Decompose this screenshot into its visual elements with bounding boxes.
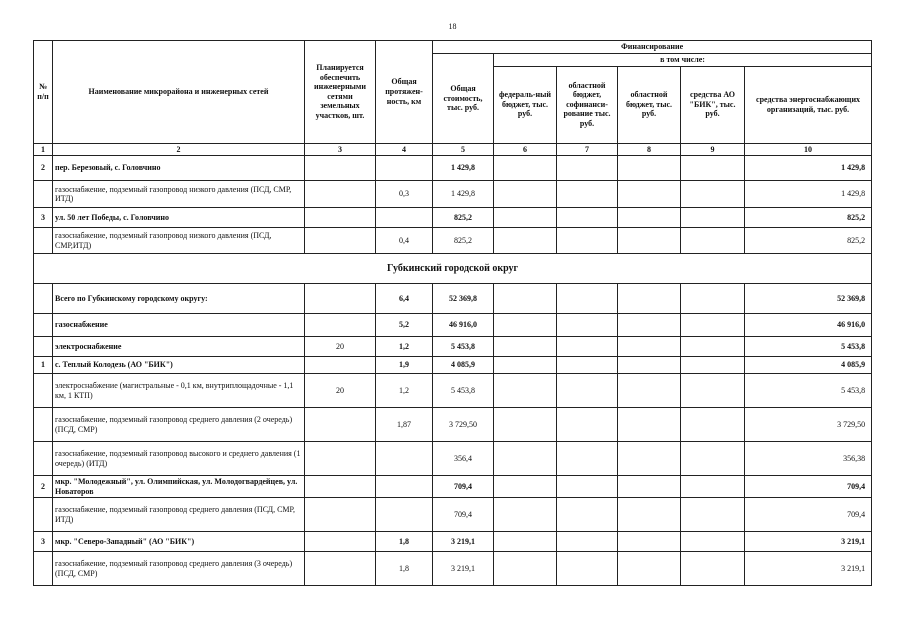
row-energy: 4 085,9: [745, 357, 872, 374]
column-number: 2: [53, 143, 305, 156]
row-bik: [681, 156, 745, 181]
row-planned: [305, 476, 376, 498]
row-total-cost: 709,4: [433, 476, 494, 498]
row-planned: [305, 156, 376, 181]
table-row: [34, 208, 872, 228]
row-planned: 20: [305, 337, 376, 357]
row-regional: [618, 442, 681, 476]
row-regional-cofin: [557, 532, 618, 552]
row-bik: [681, 228, 745, 254]
row-planned: [305, 228, 376, 254]
row-planned: [305, 284, 376, 314]
row-federal: [494, 476, 557, 498]
row-name: мкр. "Молодежный", ул. Олимпийская, ул. Молодогвардейцев, ул. Новаторов: [53, 476, 305, 498]
row-bik: [681, 408, 745, 442]
row-number: 3: [34, 208, 53, 228]
table-row: [34, 532, 872, 552]
row-regional: [618, 408, 681, 442]
row-regional: [618, 476, 681, 498]
header-planned: Планируется обеспечить инженерными сетями земельных участков, шт.: [305, 41, 376, 144]
table-row: [34, 552, 872, 586]
row-planned: [305, 532, 376, 552]
row-length: [376, 498, 433, 532]
row-energy: 3 729,50: [745, 408, 872, 442]
row-regional-cofin: [557, 208, 618, 228]
row-total-cost: 52 369,8: [433, 284, 494, 314]
row-length: [376, 442, 433, 476]
row-number: [34, 442, 53, 476]
header-energy: средства энергоснабжающих организаций, тыс. руб.: [745, 66, 872, 143]
row-name: ул. 50 лет Победы, с. Головчино: [53, 208, 305, 228]
row-regional: [618, 552, 681, 586]
row-length: 1,8: [376, 552, 433, 586]
header-financing: Финансирование: [433, 41, 872, 54]
row-bik: [681, 181, 745, 208]
row-energy: 709,4: [745, 476, 872, 498]
row-name: мкр. "Северо-Западный" (АО "БИК"): [53, 532, 305, 552]
row-regional: [618, 498, 681, 532]
header-regional-cofin: областной бюджет, софинанси-рование тыс. руб.: [557, 66, 618, 143]
row-total-cost: 5 453,8: [433, 337, 494, 357]
row-federal: [494, 208, 557, 228]
column-number: 3: [305, 143, 376, 156]
row-name: газоснабжение, подземный газопровод высокого и среднего давления (1 очередь) (ИТД): [53, 442, 305, 476]
header-federal: федераль-ный бюджет, тыс. руб.: [494, 66, 557, 143]
header-regional: областной бюджет, тыс. руб.: [618, 66, 681, 143]
row-energy: 1 429,8: [745, 181, 872, 208]
row-regional-cofin: [557, 408, 618, 442]
row-length: 1,2: [376, 374, 433, 408]
row-name: газоснабжение, подземный газопровод низкого давления (ПСД, СМР, ИТД): [53, 181, 305, 208]
header-no: № п/п: [34, 41, 53, 144]
row-length: 0,3: [376, 181, 433, 208]
table-row: [34, 374, 872, 408]
row-bik: [681, 314, 745, 337]
row-length: [376, 476, 433, 498]
row-bik: [681, 374, 745, 408]
row-energy: 46 916,0: [745, 314, 872, 337]
row-name: электроснабжение: [53, 337, 305, 357]
header-name: Наименование микрорайона и инженерных сетей: [53, 41, 305, 144]
row-federal: [494, 408, 557, 442]
page-number: 18: [448, 22, 457, 31]
row-name: газоснабжение, подземный газопровод среднего давления (ПСД, СМР, ИТД): [53, 498, 305, 532]
row-regional-cofin: [557, 357, 618, 374]
table-body-bottom: [34, 284, 872, 586]
row-energy: 356,38: [745, 442, 872, 476]
row-length: 0,4: [376, 228, 433, 254]
row-federal: [494, 156, 557, 181]
table-row: [34, 337, 872, 357]
row-number: 3: [34, 532, 53, 552]
row-number: 1: [34, 357, 53, 374]
row-federal: [494, 374, 557, 408]
column-number: 10: [745, 143, 872, 156]
row-energy: 825,2: [745, 228, 872, 254]
row-total-cost: 3 219,1: [433, 552, 494, 586]
column-number: 7: [557, 143, 618, 156]
row-planned: [305, 181, 376, 208]
table-row: [34, 408, 872, 442]
row-total-cost: 356,4: [433, 442, 494, 476]
row-federal: [494, 552, 557, 586]
row-regional: [618, 374, 681, 408]
row-regional: [618, 337, 681, 357]
header-length: Общая протяжен-ность, км: [376, 41, 433, 144]
row-bik: [681, 498, 745, 532]
row-bik: [681, 357, 745, 374]
row-number: [34, 374, 53, 408]
row-total-cost: 5 453,8: [433, 374, 494, 408]
table-row: [34, 314, 872, 337]
row-energy: 52 369,8: [745, 284, 872, 314]
row-total-cost: 3 219,1: [433, 532, 494, 552]
row-regional-cofin: [557, 228, 618, 254]
row-regional-cofin: [557, 284, 618, 314]
row-total-cost: 46 916,0: [433, 314, 494, 337]
row-number: [34, 337, 53, 357]
row-bik: [681, 284, 745, 314]
table-row: [34, 498, 872, 532]
row-regional: [618, 228, 681, 254]
row-planned: [305, 208, 376, 228]
table-row: [34, 156, 872, 181]
table-row: [34, 442, 872, 476]
row-total-cost: 709,4: [433, 498, 494, 532]
row-bik: [681, 337, 745, 357]
row-name: газоснабжение, подземный газопровод среднего давления (2 очередь) (ПСД, СМР): [53, 408, 305, 442]
row-length: 6,4: [376, 284, 433, 314]
row-number: [34, 498, 53, 532]
row-name: электроснабжение (магистральные - 0,1 км, внутриплощадочные - 1,1 км, 1 КТП): [53, 374, 305, 408]
row-regional: [618, 314, 681, 337]
row-regional-cofin: [557, 374, 618, 408]
row-bik: [681, 208, 745, 228]
row-federal: [494, 498, 557, 532]
row-regional: [618, 357, 681, 374]
row-regional: [618, 208, 681, 228]
column-number-row: [34, 143, 872, 156]
row-regional: [618, 532, 681, 552]
row-number: [34, 314, 53, 337]
row-regional-cofin: [557, 156, 618, 181]
row-bik: [681, 552, 745, 586]
row-length: 1,9: [376, 357, 433, 374]
row-length: 1,87: [376, 408, 433, 442]
row-regional-cofin: [557, 337, 618, 357]
row-regional-cofin: [557, 498, 618, 532]
row-total-cost: 825,2: [433, 228, 494, 254]
row-regional-cofin: [557, 181, 618, 208]
table-row: [34, 476, 872, 498]
row-regional-cofin: [557, 442, 618, 476]
table-row: [34, 284, 872, 314]
row-bik: [681, 442, 745, 476]
header-including: в том числе:: [494, 54, 872, 67]
row-federal: [494, 532, 557, 552]
row-name: Всего по Губкинскому городскому округу:: [53, 284, 305, 314]
column-number: 5: [433, 143, 494, 156]
row-number: [34, 284, 53, 314]
table-body-top: [34, 156, 872, 254]
row-length: 5,2: [376, 314, 433, 337]
row-name: газоснабжение: [53, 314, 305, 337]
row-total-cost: 1 429,8: [433, 181, 494, 208]
row-planned: [305, 552, 376, 586]
row-number: [34, 228, 53, 254]
row-federal: [494, 181, 557, 208]
row-bik: [681, 532, 745, 552]
section-row: [34, 254, 872, 284]
row-total-cost: 825,2: [433, 208, 494, 228]
column-number: 6: [494, 143, 557, 156]
row-name: газоснабжение, подземный газопровод среднего давления (3 очередь) (ПСД, СМР): [53, 552, 305, 586]
section-title: Губкинский городской округ: [34, 254, 872, 284]
row-energy: 5 453,8: [745, 337, 872, 357]
row-name: газоснабжение, подземный газопровод низкого давления (ПСД, СМР,ИТД): [53, 228, 305, 254]
row-total-cost: 4 085,9: [433, 357, 494, 374]
row-regional: [618, 284, 681, 314]
row-energy: 3 219,1: [745, 552, 872, 586]
table-row: [34, 181, 872, 208]
row-regional-cofin: [557, 314, 618, 337]
row-planned: [305, 442, 376, 476]
row-length: [376, 156, 433, 181]
row-length: 1,2: [376, 337, 433, 357]
row-number: [34, 181, 53, 208]
column-number: 8: [618, 143, 681, 156]
table-row: [34, 228, 872, 254]
column-number: 1: [34, 143, 53, 156]
row-planned: [305, 498, 376, 532]
row-energy: 5 453,8: [745, 374, 872, 408]
row-energy: 3 219,1: [745, 532, 872, 552]
row-federal: [494, 357, 557, 374]
row-federal: [494, 442, 557, 476]
row-energy: 825,2: [745, 208, 872, 228]
header-total-cost: Общая стоимость, тыс. руб.: [433, 54, 494, 144]
table-row: [34, 357, 872, 374]
row-federal: [494, 228, 557, 254]
row-regional: [618, 181, 681, 208]
header-bik: средства АО "БИК", тыс. руб.: [681, 66, 745, 143]
row-federal: [494, 284, 557, 314]
row-number: [34, 552, 53, 586]
row-total-cost: 3 729,50: [433, 408, 494, 442]
row-energy: 709,4: [745, 498, 872, 532]
row-name: с. Теплый Колодезь (АО "БИК"): [53, 357, 305, 374]
row-length: 1,8: [376, 532, 433, 552]
row-regional-cofin: [557, 476, 618, 498]
row-planned: 20: [305, 374, 376, 408]
row-name: пер. Березовый, с. Головчино: [53, 156, 305, 181]
row-regional: [618, 156, 681, 181]
row-number: 2: [34, 476, 53, 498]
row-planned: [305, 314, 376, 337]
row-energy: 1 429,8: [745, 156, 872, 181]
column-number: 4: [376, 143, 433, 156]
row-number: 2: [34, 156, 53, 181]
row-federal: [494, 314, 557, 337]
row-number: [34, 408, 53, 442]
row-planned: [305, 408, 376, 442]
row-total-cost: 1 429,8: [433, 156, 494, 181]
row-federal: [494, 337, 557, 357]
row-planned: [305, 357, 376, 374]
row-length: [376, 208, 433, 228]
row-bik: [681, 476, 745, 498]
row-regional-cofin: [557, 552, 618, 586]
financing-table: [33, 40, 872, 586]
column-number: 9: [681, 143, 745, 156]
